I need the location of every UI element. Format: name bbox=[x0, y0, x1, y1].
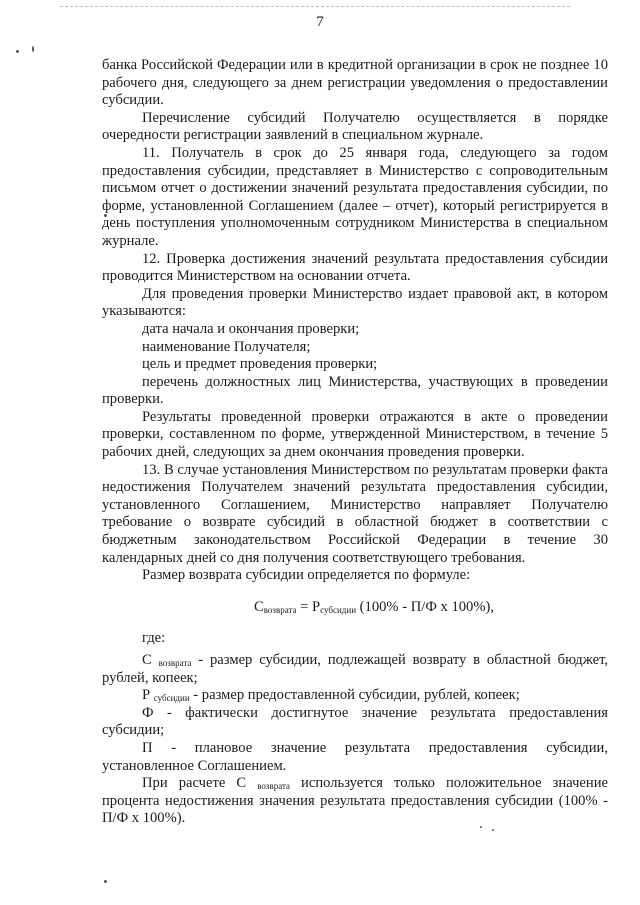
paragraph: банка Российской Федерации или в кредитной организации в срок не позднее 10 рабочего дня, следующего за днем регистрации уведомления о предоставлении субсидии. bbox=[102, 57, 608, 109]
scan-speck bbox=[104, 880, 107, 883]
list-item: перечень должностных лиц Министерства, участвующих в проведении проверки. bbox=[102, 373, 608, 408]
list-item: дата начала и окончания проверки; bbox=[142, 320, 360, 337]
paragraph-item-12: 12. Проверка достижения значений результата предоставления субсидии проводится Министерством на основании отчета. bbox=[102, 250, 608, 285]
scan-speck bbox=[16, 50, 19, 53]
definition-f: Ф - фактически достигнутое значение результата предоставления субсидии; bbox=[102, 704, 608, 739]
scan-speck bbox=[492, 829, 494, 831]
definition-p-text: - размер предоставленной субсидии, рублей, копеек; bbox=[189, 687, 520, 704]
formula-c-subscript: возврата bbox=[263, 604, 297, 615]
refund-formula bbox=[102, 599, 608, 617]
paragraph: Перечисление субсидий Получателю осуществляется в порядке очередности регистрации заявлений в специальном журнале. bbox=[102, 109, 608, 144]
scan-speck bbox=[32, 46, 34, 52]
paragraph-item-11: 11. Получатель в срок до 25 января года, следующего за годом предоставления субсидии, представляет в Министерство с сопроводительным письмом отчет о достижении значений результата предоставления субсидии, по форме, установленной Соглашением (далее – отчет), который регистрируется в день поступления уполномоченным сотрудником Министерства в специальном журнале. bbox=[102, 144, 608, 249]
paragraph-item-13: 13. В случае установления Министерством по результатам проверки факта недостижения Получателем значений результата предоставления субсидии, установленного Соглашением, Министерство направляет Получателю требование о возврате субсидий в областной бюджет в соответствии с бюджетным законодательством Российской Федерации в течение 30 календарных дней со дня получения соответствующего требования. bbox=[102, 461, 608, 566]
list-item: наименование Получателя; bbox=[142, 338, 311, 355]
final-note-start: При расчете С bbox=[142, 775, 247, 792]
definition-pl: П - плановое значение результата предоставления субсидии, установленное Соглашением. bbox=[102, 739, 608, 774]
formula-rest: (100% - П/Ф х 100%), bbox=[356, 598, 495, 615]
final-note-subscript: возврата bbox=[257, 781, 290, 792]
final-note-end: используется только положительное значение процента недостижения значения результата предоставления субсидии (100% - П/Ф х 100%). bbox=[102, 775, 608, 827]
formula-c: С bbox=[253, 598, 264, 615]
definition-p-subscript: субсидии bbox=[153, 693, 190, 704]
definition-c bbox=[102, 652, 608, 687]
definition-c-subscript: возврата bbox=[158, 658, 192, 668]
definition-c-text: - размер субсидии, подлежащей возврату в областной бюджет, рублей, копеек; bbox=[102, 652, 608, 686]
where-label: где: bbox=[142, 630, 166, 647]
document-body bbox=[102, 57, 608, 828]
scan-top-edge bbox=[60, 6, 570, 7]
definition-p bbox=[102, 687, 608, 705]
page-number: 7 bbox=[316, 14, 324, 30]
paragraph: Для проведения проверки Министерство издает правовой акт, в котором указываются: bbox=[102, 285, 608, 320]
final-note bbox=[102, 775, 608, 828]
formula-p-subscript: субсидии bbox=[320, 604, 357, 615]
formula-eq: = Р bbox=[296, 598, 321, 615]
definition-c-letter: С bbox=[142, 652, 152, 668]
list-item: цель и предмет проведения проверки; bbox=[142, 356, 378, 373]
paragraph: Результаты проведенной проверки отражаются в акте о проведении проверки, составленном по форме, утвержденной Министерством, в течение 5 рабочих дней, следующих за днем окончания проведения проверки. bbox=[102, 408, 608, 461]
paragraph: Размер возврата субсидии определяется по формуле: bbox=[142, 567, 471, 584]
definition-p-letter: Р bbox=[142, 687, 151, 704]
